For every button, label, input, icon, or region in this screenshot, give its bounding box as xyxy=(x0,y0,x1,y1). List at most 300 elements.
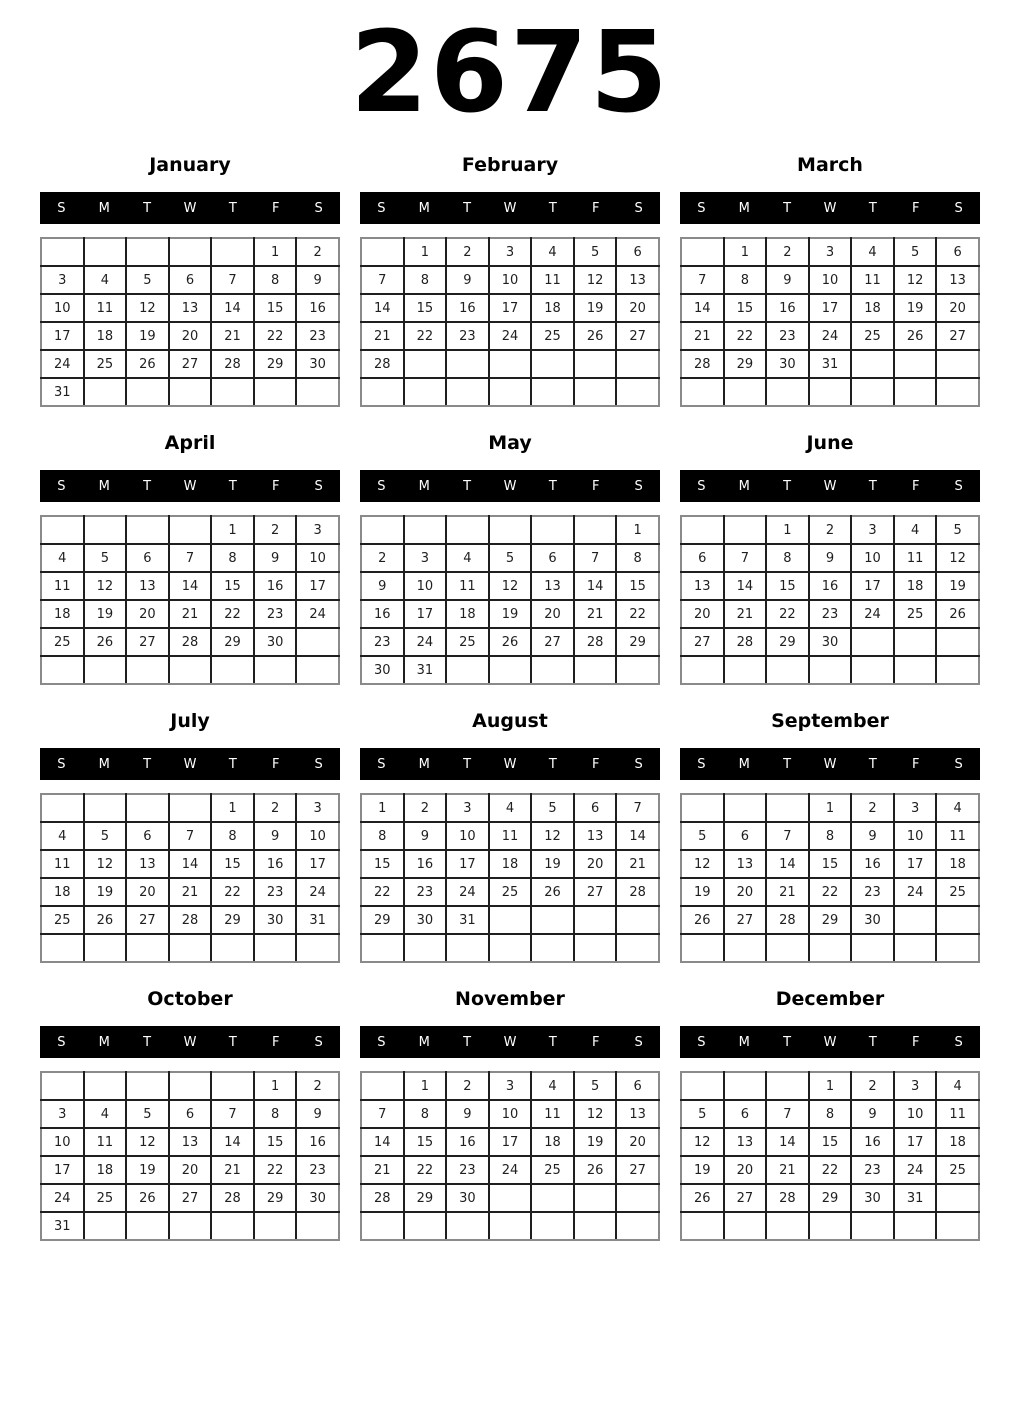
day-cell: 26 xyxy=(936,600,979,628)
empty-day-cell xyxy=(681,516,724,544)
day-cell: 29 xyxy=(404,1184,447,1212)
day-cell: 9 xyxy=(851,1100,894,1128)
weekday-header-cell: T xyxy=(783,478,792,494)
empty-day-cell xyxy=(489,1212,532,1240)
week-row xyxy=(681,934,979,962)
day-cell: 29 xyxy=(211,628,254,656)
day-cell: 20 xyxy=(574,850,617,878)
day-cell: 3 xyxy=(894,794,937,822)
empty-day-cell xyxy=(211,378,254,406)
empty-day-cell xyxy=(404,378,447,406)
day-cell: 25 xyxy=(936,878,979,906)
week-row xyxy=(361,934,659,962)
empty-day-cell xyxy=(126,656,169,684)
day-cell: 14 xyxy=(361,294,404,322)
day-cell: 25 xyxy=(84,1184,127,1212)
empty-day-cell xyxy=(41,794,84,822)
day-cell: 1 xyxy=(809,794,852,822)
month-september xyxy=(680,710,980,963)
empty-day-cell xyxy=(531,1212,574,1240)
month-title: August xyxy=(472,710,548,732)
day-cell: 11 xyxy=(851,266,894,294)
day-cell: 14 xyxy=(361,1128,404,1156)
day-cell: 27 xyxy=(936,322,979,350)
week-row xyxy=(41,1128,339,1156)
day-cell: 31 xyxy=(809,350,852,378)
week-row xyxy=(361,322,659,350)
weekday-header-cell: T xyxy=(228,1034,237,1050)
day-cell: 23 xyxy=(446,322,489,350)
empty-day-cell xyxy=(724,378,767,406)
day-cell: 23 xyxy=(296,1156,339,1184)
day-cell: 21 xyxy=(211,322,254,350)
day-cell: 6 xyxy=(574,794,617,822)
day-cell: 8 xyxy=(404,266,447,294)
weekday-header-cell: F xyxy=(271,200,280,216)
day-cell: 29 xyxy=(211,906,254,934)
month-june xyxy=(680,432,980,685)
day-cell: 14 xyxy=(766,1128,809,1156)
day-cell: 16 xyxy=(766,294,809,322)
day-cell: 16 xyxy=(296,1128,339,1156)
weekday-header-cell: S xyxy=(697,200,706,216)
empty-day-cell xyxy=(851,378,894,406)
weekday-header-cell: S xyxy=(954,478,963,494)
day-cell: 2 xyxy=(809,516,852,544)
weekday-header-cell: M xyxy=(98,200,110,216)
empty-day-cell xyxy=(894,656,937,684)
day-cell: 6 xyxy=(531,544,574,572)
day-cell: 19 xyxy=(84,878,127,906)
day-cell: 1 xyxy=(404,1072,447,1100)
empty-day-cell xyxy=(766,794,809,822)
day-cell: 16 xyxy=(446,1128,489,1156)
empty-day-cell xyxy=(574,516,617,544)
day-cell: 6 xyxy=(616,238,659,266)
day-cell: 18 xyxy=(84,322,127,350)
week-row xyxy=(681,794,979,822)
day-cell: 8 xyxy=(616,544,659,572)
empty-day-cell xyxy=(531,1184,574,1212)
empty-day-cell xyxy=(936,350,979,378)
day-cell: 11 xyxy=(531,266,574,294)
day-cell: 8 xyxy=(211,822,254,850)
day-cell: 13 xyxy=(126,850,169,878)
weekday-header-cell: T xyxy=(548,478,557,494)
day-cell: 12 xyxy=(681,850,724,878)
weekday-header-cell: F xyxy=(591,478,600,494)
empty-day-cell xyxy=(809,934,852,962)
empty-day-cell xyxy=(616,350,659,378)
month-title: November xyxy=(455,988,565,1010)
empty-day-cell xyxy=(766,1072,809,1100)
day-cell: 26 xyxy=(84,906,127,934)
day-cell: 17 xyxy=(489,1128,532,1156)
day-cell: 3 xyxy=(296,794,339,822)
day-cell: 22 xyxy=(254,322,297,350)
day-cell: 25 xyxy=(531,1156,574,1184)
day-cell: 22 xyxy=(404,322,447,350)
week-row xyxy=(41,1072,339,1100)
week-row xyxy=(681,516,979,544)
day-cell: 19 xyxy=(894,294,937,322)
day-cell: 23 xyxy=(851,1156,894,1184)
empty-day-cell xyxy=(254,656,297,684)
day-cell: 24 xyxy=(296,878,339,906)
day-cell: 25 xyxy=(84,350,127,378)
week-row xyxy=(361,878,659,906)
day-cell: 1 xyxy=(361,794,404,822)
day-cell: 31 xyxy=(404,656,447,684)
day-cell: 7 xyxy=(681,266,724,294)
day-cell: 5 xyxy=(84,544,127,572)
day-cell: 12 xyxy=(574,1100,617,1128)
weekday-header-cell: S xyxy=(634,478,643,494)
month-grid xyxy=(360,237,660,407)
month-grid xyxy=(680,237,980,407)
day-cell: 11 xyxy=(531,1100,574,1128)
month-title: January xyxy=(149,154,231,176)
day-cell: 1 xyxy=(724,238,767,266)
day-cell: 3 xyxy=(809,238,852,266)
day-cell: 4 xyxy=(41,544,84,572)
weekday-header-cell: S xyxy=(954,1034,963,1050)
day-cell: 13 xyxy=(616,266,659,294)
day-cell: 4 xyxy=(894,516,937,544)
day-cell: 18 xyxy=(894,572,937,600)
day-cell: 3 xyxy=(489,238,532,266)
day-cell: 24 xyxy=(851,600,894,628)
day-cell: 23 xyxy=(254,878,297,906)
day-cell: 31 xyxy=(446,906,489,934)
week-row xyxy=(681,322,979,350)
day-cell: 5 xyxy=(489,544,532,572)
day-cell: 19 xyxy=(531,850,574,878)
month-title: February xyxy=(461,154,559,176)
month-grid xyxy=(40,237,340,407)
day-cell: 31 xyxy=(41,378,84,406)
weekday-header-cell: W xyxy=(183,478,197,494)
day-cell: 14 xyxy=(574,572,617,600)
empty-day-cell xyxy=(936,628,979,656)
day-cell: 3 xyxy=(296,516,339,544)
day-cell: 22 xyxy=(809,1156,852,1184)
weekday-header-cell: S xyxy=(377,756,386,772)
day-cell: 13 xyxy=(574,822,617,850)
weekday-header-cell: W xyxy=(503,200,517,216)
day-cell: 21 xyxy=(766,1156,809,1184)
empty-day-cell xyxy=(126,378,169,406)
empty-day-cell xyxy=(404,1212,447,1240)
day-cell: 11 xyxy=(84,294,127,322)
weekday-header-cell: S xyxy=(314,478,323,494)
day-cell: 5 xyxy=(574,238,617,266)
week-row xyxy=(681,850,979,878)
month-title: September xyxy=(771,710,889,732)
day-cell: 9 xyxy=(766,266,809,294)
day-cell: 12 xyxy=(936,544,979,572)
week-row xyxy=(41,238,339,266)
day-cell: 24 xyxy=(489,322,532,350)
weekday-header-cell: W xyxy=(503,756,517,772)
day-cell: 4 xyxy=(84,1100,127,1128)
day-cell: 5 xyxy=(681,1100,724,1128)
day-cell: 6 xyxy=(724,1100,767,1128)
empty-day-cell xyxy=(531,906,574,934)
day-cell: 8 xyxy=(809,822,852,850)
day-cell: 2 xyxy=(766,238,809,266)
day-cell: 27 xyxy=(574,878,617,906)
day-cell: 13 xyxy=(169,1128,212,1156)
empty-day-cell xyxy=(574,350,617,378)
empty-day-cell xyxy=(84,1212,127,1240)
day-cell: 6 xyxy=(169,1100,212,1128)
weekday-header-cell: T xyxy=(228,200,237,216)
day-cell: 2 xyxy=(254,516,297,544)
day-cell: 5 xyxy=(894,238,937,266)
day-cell: 20 xyxy=(126,878,169,906)
day-cell: 27 xyxy=(616,1156,659,1184)
day-cell: 8 xyxy=(809,1100,852,1128)
month-november xyxy=(360,988,660,1241)
week-row xyxy=(681,656,979,684)
day-cell: 21 xyxy=(616,850,659,878)
week-row xyxy=(361,238,659,266)
weekday-header-row xyxy=(680,748,980,780)
weekday-header-cell: M xyxy=(98,1034,110,1050)
empty-day-cell xyxy=(404,516,447,544)
empty-day-cell xyxy=(126,516,169,544)
day-cell: 22 xyxy=(616,600,659,628)
weekday-header-cell: T xyxy=(143,478,152,494)
empty-day-cell xyxy=(489,656,532,684)
day-cell: 28 xyxy=(361,350,404,378)
day-cell: 7 xyxy=(361,1100,404,1128)
day-cell: 2 xyxy=(851,794,894,822)
day-cell: 1 xyxy=(809,1072,852,1100)
weekday-header-cell: S xyxy=(57,1034,66,1050)
day-cell: 3 xyxy=(41,266,84,294)
day-cell: 15 xyxy=(766,572,809,600)
day-cell: 21 xyxy=(574,600,617,628)
day-cell: 18 xyxy=(41,878,84,906)
month-grid xyxy=(680,515,980,685)
week-row xyxy=(361,794,659,822)
day-cell: 17 xyxy=(446,850,489,878)
day-cell: 18 xyxy=(531,1128,574,1156)
day-cell: 6 xyxy=(169,266,212,294)
day-cell: 19 xyxy=(574,1128,617,1156)
empty-day-cell xyxy=(681,794,724,822)
day-cell: 2 xyxy=(446,238,489,266)
day-cell: 16 xyxy=(254,572,297,600)
weekday-header-row xyxy=(360,192,660,224)
day-cell: 12 xyxy=(574,266,617,294)
empty-day-cell xyxy=(809,1212,852,1240)
day-cell: 28 xyxy=(766,1184,809,1212)
day-cell: 15 xyxy=(361,850,404,878)
month-april xyxy=(40,432,340,685)
day-cell: 16 xyxy=(361,600,404,628)
empty-day-cell xyxy=(296,934,339,962)
day-cell: 7 xyxy=(211,1100,254,1128)
day-cell: 3 xyxy=(404,544,447,572)
day-cell: 12 xyxy=(531,822,574,850)
day-cell: 9 xyxy=(361,572,404,600)
weekday-header-cell: T xyxy=(548,756,557,772)
day-cell: 20 xyxy=(169,1156,212,1184)
empty-day-cell xyxy=(936,656,979,684)
empty-day-cell xyxy=(724,1072,767,1100)
day-cell: 6 xyxy=(126,822,169,850)
month-grid xyxy=(360,1071,660,1241)
empty-day-cell xyxy=(489,350,532,378)
day-cell: 21 xyxy=(169,878,212,906)
day-cell: 9 xyxy=(851,822,894,850)
day-cell: 25 xyxy=(531,322,574,350)
weekday-header-cell: F xyxy=(911,200,920,216)
week-row xyxy=(41,822,339,850)
empty-day-cell xyxy=(169,934,212,962)
empty-day-cell xyxy=(211,1212,254,1240)
weekday-header-row xyxy=(680,192,980,224)
empty-day-cell xyxy=(254,378,297,406)
weekday-header-cell: F xyxy=(911,478,920,494)
day-cell: 30 xyxy=(296,350,339,378)
day-cell: 21 xyxy=(724,600,767,628)
day-cell: 7 xyxy=(766,1100,809,1128)
empty-day-cell xyxy=(211,656,254,684)
empty-day-cell xyxy=(724,794,767,822)
weekday-header-cell: T xyxy=(548,1034,557,1050)
week-row xyxy=(681,600,979,628)
weekday-header-cell: S xyxy=(314,200,323,216)
empty-day-cell xyxy=(361,934,404,962)
day-cell: 14 xyxy=(169,850,212,878)
weekday-header-cell: S xyxy=(634,756,643,772)
day-cell: 26 xyxy=(574,1156,617,1184)
day-cell: 9 xyxy=(446,1100,489,1128)
day-cell: 26 xyxy=(126,1184,169,1212)
day-cell: 7 xyxy=(169,544,212,572)
empty-day-cell xyxy=(936,1184,979,1212)
week-row xyxy=(41,350,339,378)
day-cell: 8 xyxy=(724,266,767,294)
day-cell: 29 xyxy=(361,906,404,934)
empty-day-cell xyxy=(126,1212,169,1240)
week-row xyxy=(681,1072,979,1100)
day-cell: 24 xyxy=(809,322,852,350)
day-cell: 30 xyxy=(254,906,297,934)
empty-day-cell xyxy=(851,350,894,378)
week-row xyxy=(681,1212,979,1240)
week-row xyxy=(681,378,979,406)
day-cell: 30 xyxy=(851,906,894,934)
weekday-header-cell: S xyxy=(57,478,66,494)
weekday-header-cell: S xyxy=(634,1034,643,1050)
day-cell: 4 xyxy=(936,1072,979,1100)
empty-day-cell xyxy=(936,378,979,406)
week-row xyxy=(41,850,339,878)
day-cell: 22 xyxy=(404,1156,447,1184)
day-cell: 22 xyxy=(724,322,767,350)
day-cell: 15 xyxy=(211,572,254,600)
weekday-header-cell: S xyxy=(314,1034,323,1050)
empty-day-cell xyxy=(724,934,767,962)
day-cell: 14 xyxy=(616,822,659,850)
day-cell: 21 xyxy=(361,322,404,350)
empty-day-cell xyxy=(169,238,212,266)
empty-day-cell xyxy=(851,656,894,684)
day-cell: 17 xyxy=(809,294,852,322)
day-cell: 1 xyxy=(254,1072,297,1100)
day-cell: 5 xyxy=(681,822,724,850)
empty-day-cell xyxy=(361,1072,404,1100)
weekday-header-cell: T xyxy=(548,200,557,216)
empty-day-cell xyxy=(169,378,212,406)
weekday-header-cell: F xyxy=(271,1034,280,1050)
week-row xyxy=(41,516,339,544)
day-cell: 30 xyxy=(254,628,297,656)
empty-day-cell xyxy=(84,378,127,406)
day-cell: 7 xyxy=(361,266,404,294)
day-cell: 2 xyxy=(446,1072,489,1100)
day-cell: 29 xyxy=(766,628,809,656)
day-cell: 18 xyxy=(936,1128,979,1156)
day-cell: 18 xyxy=(531,294,574,322)
weekday-header-cell: M xyxy=(418,1034,430,1050)
week-row xyxy=(41,1156,339,1184)
day-cell: 9 xyxy=(254,822,297,850)
day-cell: 16 xyxy=(404,850,447,878)
day-cell: 16 xyxy=(851,1128,894,1156)
day-cell: 26 xyxy=(531,878,574,906)
day-cell: 25 xyxy=(41,628,84,656)
weekday-header-cell: F xyxy=(591,756,600,772)
day-cell: 20 xyxy=(616,1128,659,1156)
day-cell: 25 xyxy=(489,878,532,906)
day-cell: 27 xyxy=(724,906,767,934)
day-cell: 7 xyxy=(574,544,617,572)
day-cell: 8 xyxy=(766,544,809,572)
empty-day-cell xyxy=(446,350,489,378)
day-cell: 14 xyxy=(724,572,767,600)
week-row xyxy=(41,1100,339,1128)
weekday-header-cell: S xyxy=(377,478,386,494)
week-row xyxy=(681,238,979,266)
empty-day-cell xyxy=(936,906,979,934)
day-cell: 26 xyxy=(126,350,169,378)
week-row xyxy=(41,794,339,822)
day-cell: 15 xyxy=(809,850,852,878)
empty-day-cell xyxy=(41,1072,84,1100)
day-cell: 28 xyxy=(616,878,659,906)
empty-day-cell xyxy=(296,628,339,656)
day-cell: 20 xyxy=(724,878,767,906)
day-cell: 7 xyxy=(211,266,254,294)
day-cell: 3 xyxy=(851,516,894,544)
week-row xyxy=(361,572,659,600)
week-row xyxy=(361,516,659,544)
week-row xyxy=(681,266,979,294)
empty-day-cell xyxy=(894,378,937,406)
empty-day-cell xyxy=(574,906,617,934)
day-cell: 13 xyxy=(724,850,767,878)
week-row xyxy=(41,378,339,406)
week-row xyxy=(41,878,339,906)
day-cell: 9 xyxy=(296,266,339,294)
day-cell: 30 xyxy=(404,906,447,934)
